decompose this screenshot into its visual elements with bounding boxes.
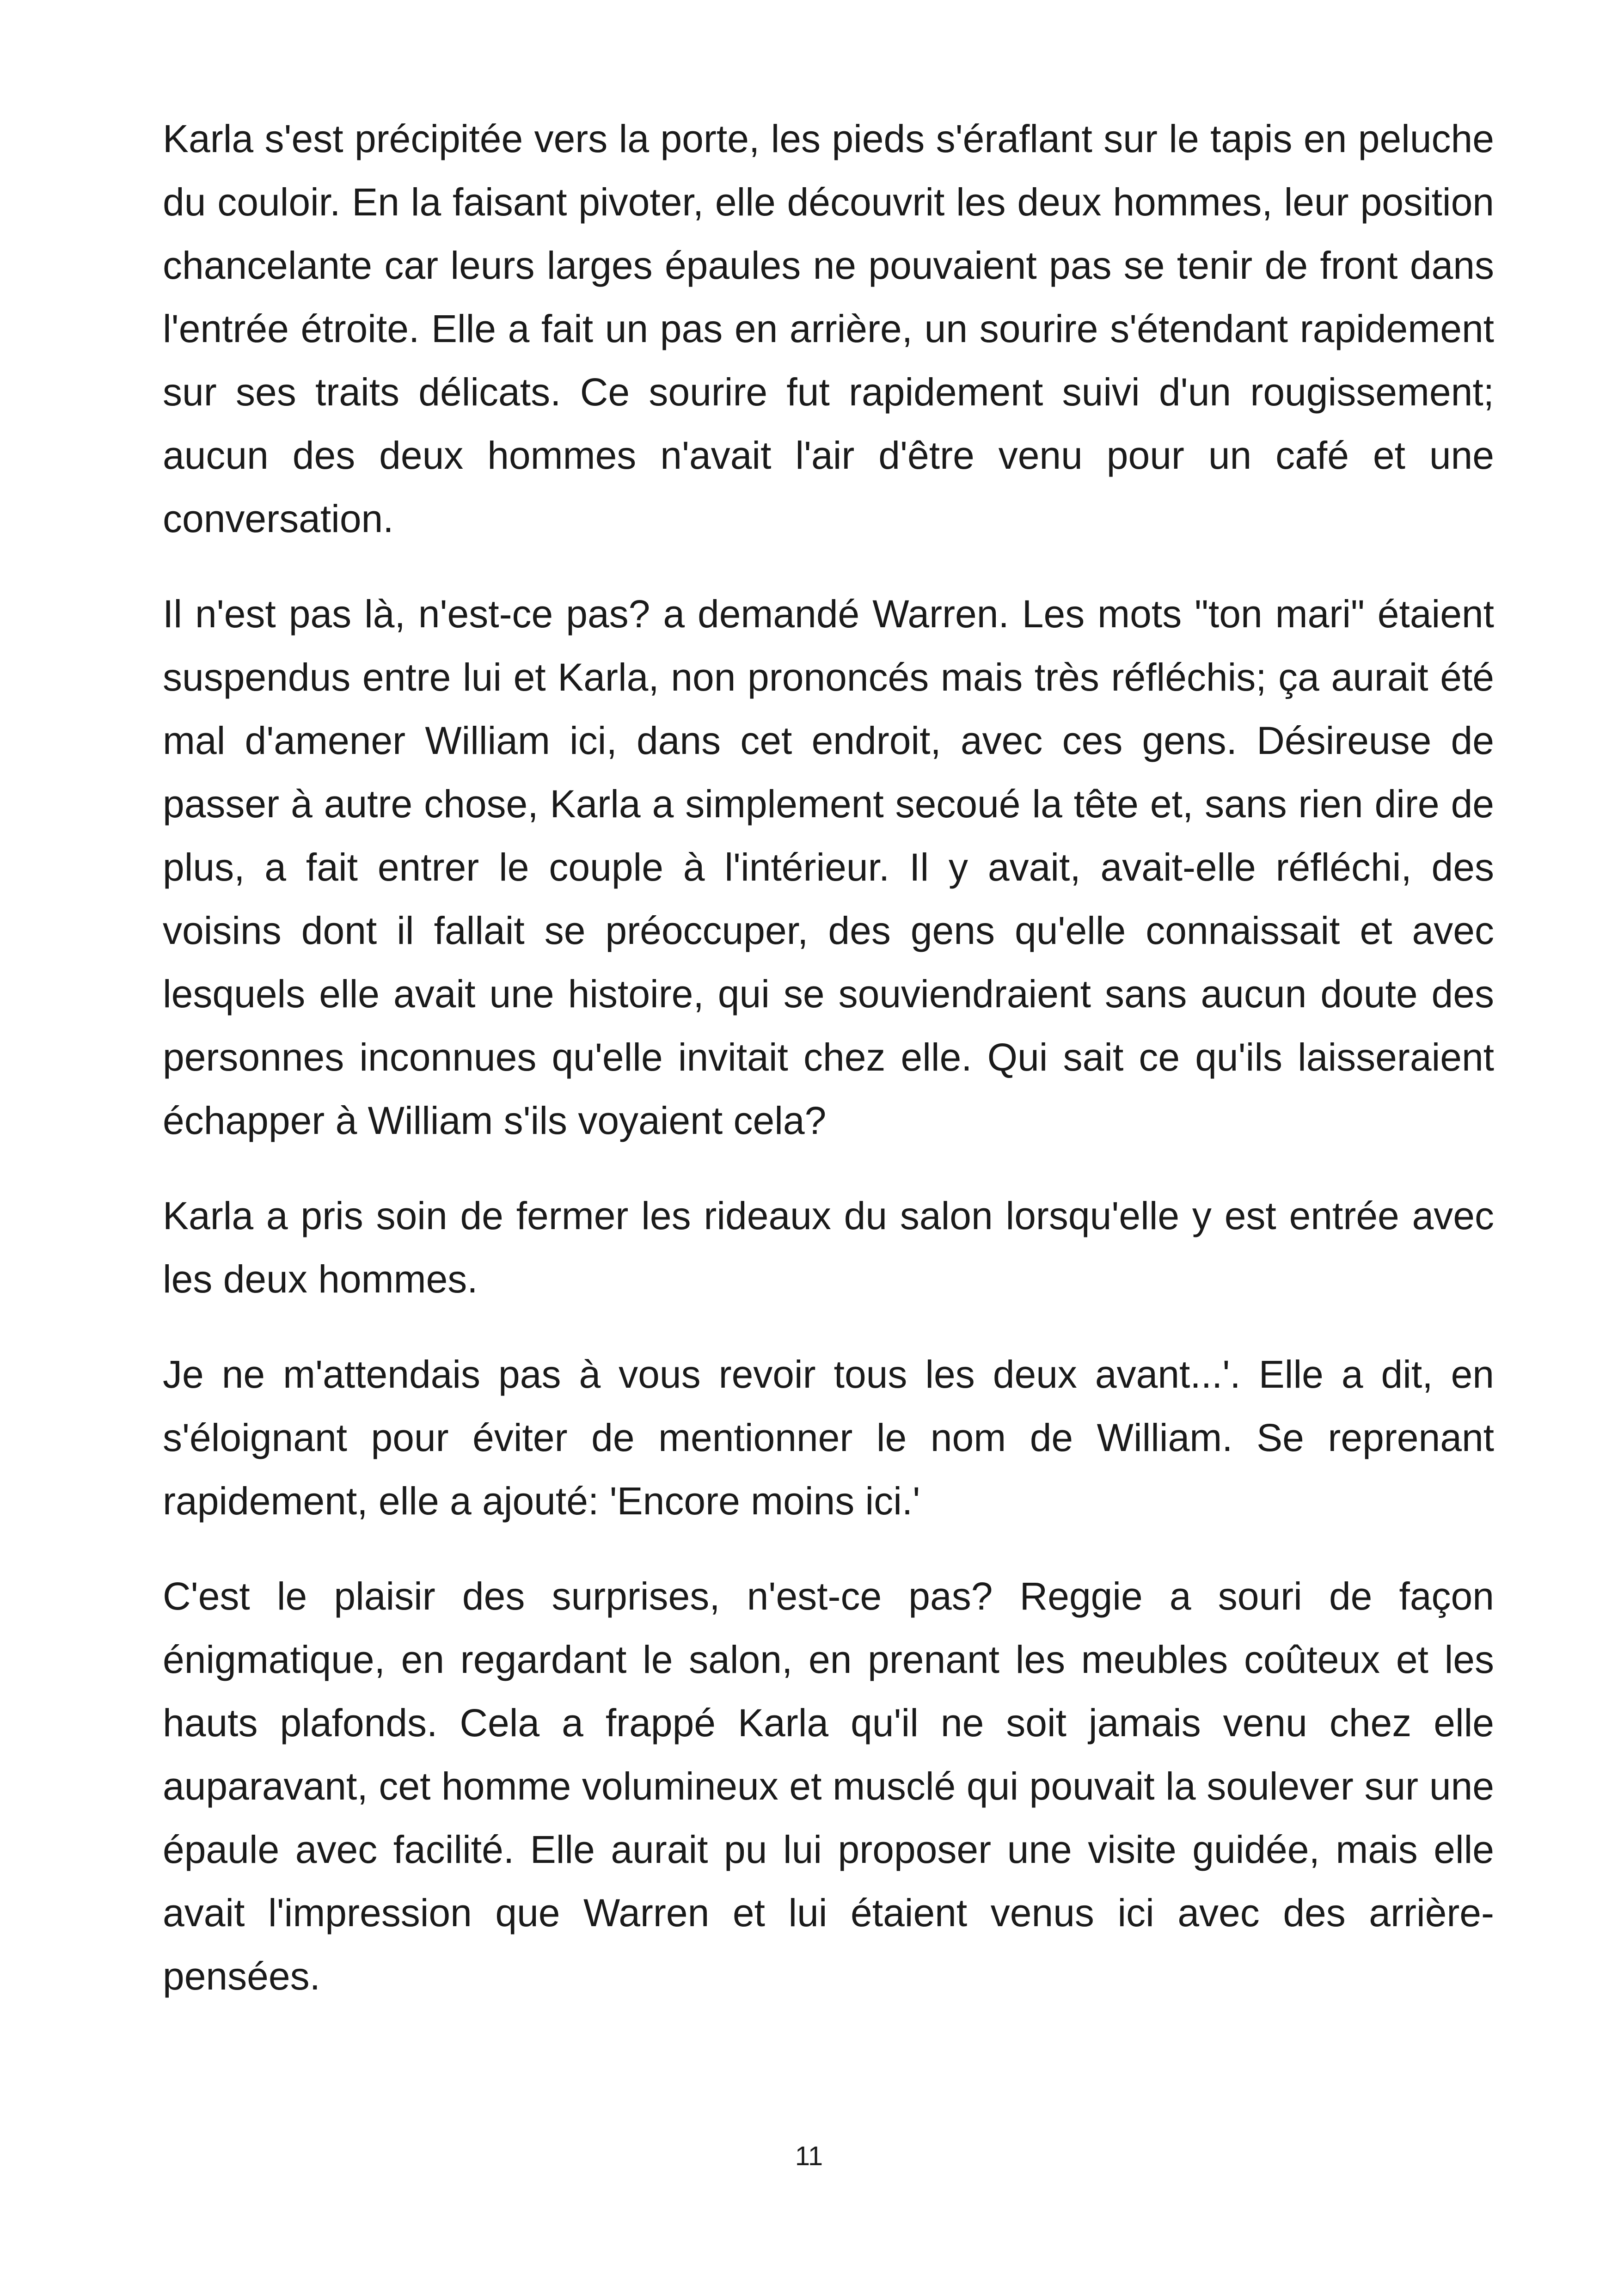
paragraph-5: C'est le plaisir des surprises, n'est-ce pas? Reggie a souri de façon énigmatique, en regardant le salon, en prenant les meubles coûteux et les hauts plafonds. Cela a frappé Karla qu'il ne soit jamais venu chez elle auparavant, cet homme volumineux et musclé qui pouvait la soulever sur une épaule avec facilité. Elle aurait pu lui proposer une visite guidée, mais elle avait l'impression que Warren et lui étaient venus ici avec des arrière-pensées. xyxy=(163,1574,1494,1998)
paragraph-2: Il n'est pas là, n'est-ce pas? a demandé Warren. Les mots "ton mari" étaient suspendus entre lui et Karla, non prononcés mais très réfléchis; ça aurait été mal d'amener William ici, dans cet endroit, avec ces gens. Désireuse de passer à autre chose, Karla a simplement secoué la tête et, sans rien dire de plus, a fait entrer le couple à l'intérieur. Il y avait, avait-elle réfléchi, des voisins dont il fallait se préoccuper, des gens qu'elle connaissait et avec lesquels elle avait une histoire, qui se souviendraient sans aucun doute des personnes inconnues qu'elle invitait chez elle. Qui sait ce qu'ils laisseraient échapper à William s'ils voyaient cela? xyxy=(163,592,1494,1142)
paragraph-1: Karla s'est précipitée vers la porte, les pieds s'éraflant sur le tapis en peluche du couloir. En la faisant pivoter, elle découvrit les deux hommes, leur position chancelante car leurs larges épaules ne pouvaient pas se tenir de front dans l'entrée étroite. Elle a fait un pas en arrière, un sourire s'étendant rapidement sur ses traits délicats. Ce sourire fut rapidement suivi d'un rougissement; aucun des deux hommes n'avait l'air d'être venu pour un café et une conversation. xyxy=(163,117,1494,540)
page-number: 11 xyxy=(795,2141,823,2171)
paragraph-4: Je ne m'attendais pas à vous revoir tous les deux avant...'. Elle a dit, en s'éloignant pour éviter de mentionner le nom de William. Se reprenant rapidement, elle a ajouté: 'Encore moins ici.' xyxy=(163,1353,1494,1523)
paragraph-3: Karla a pris soin de fermer les rideaux du salon lorsqu'elle y est entrée avec les deux hommes. xyxy=(163,1194,1494,1301)
body-text xyxy=(163,107,1494,2040)
